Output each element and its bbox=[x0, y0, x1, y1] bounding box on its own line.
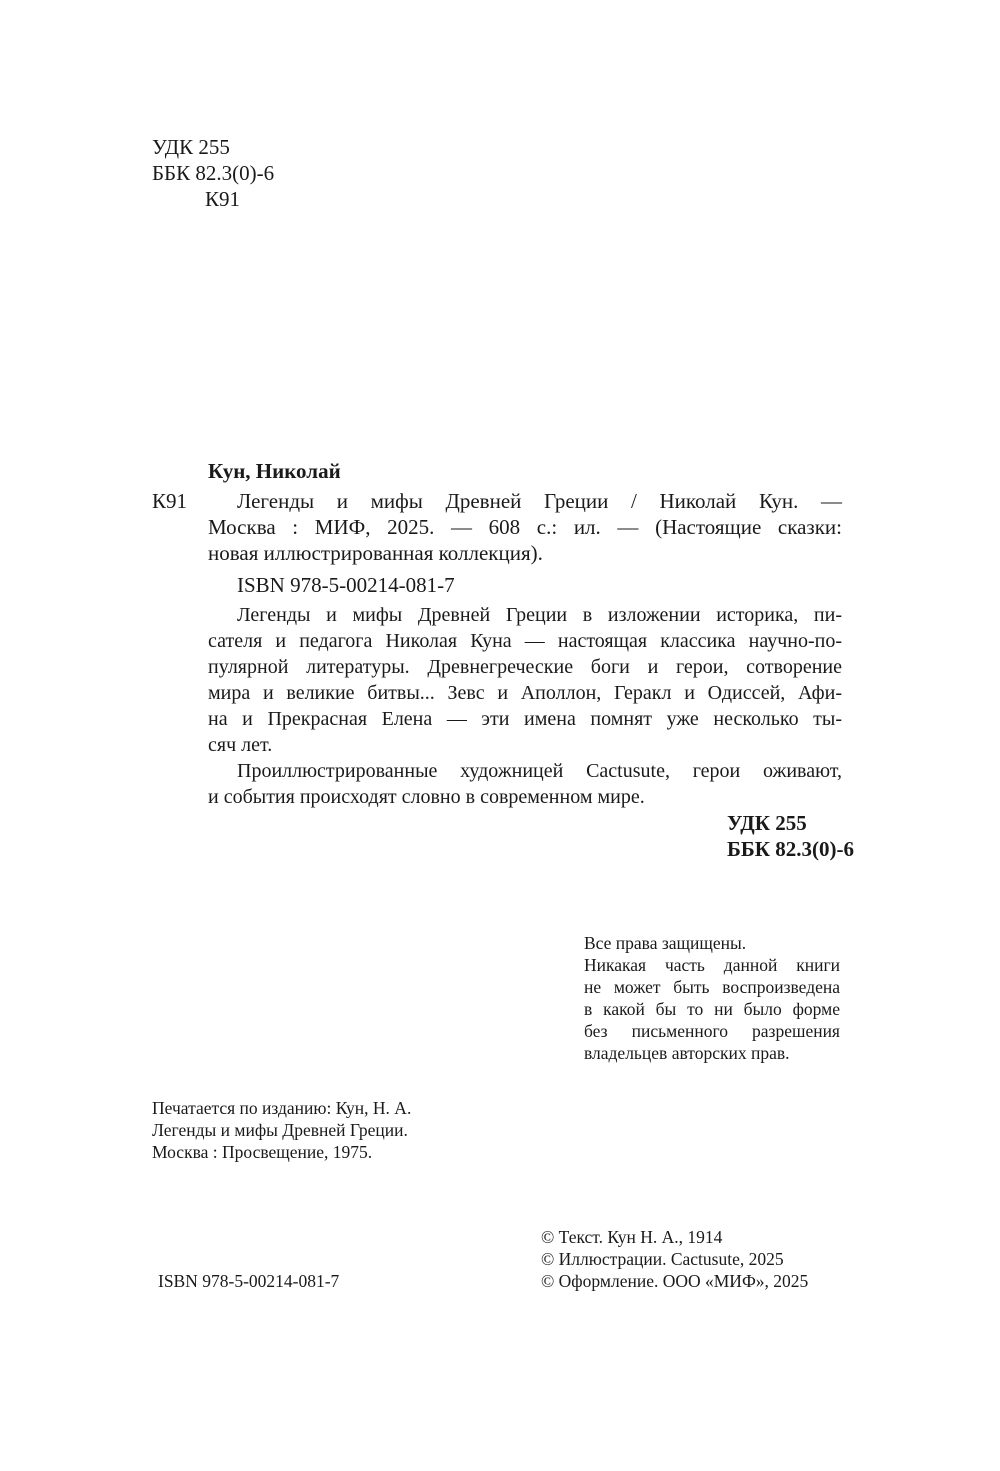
isbn-footer: ISBN 978-5-00214-081-7 bbox=[158, 1271, 340, 1291]
rights-line: не может быть воспроизведена bbox=[584, 977, 840, 997]
rights-line: Никакая часть данной книги bbox=[584, 955, 840, 975]
author-sign: К91 bbox=[152, 489, 188, 513]
bbk-code-top: ББК 82.3(0)-6 bbox=[152, 161, 275, 185]
annotation-line: сяч лет. bbox=[208, 734, 273, 756]
annotation-line: сателя и педагога Николая Куна — настоящая классика научно-по- bbox=[208, 630, 842, 652]
author-sign-top: К91 bbox=[205, 187, 241, 211]
annotation-line: на и Прекрасная Елена — эти имена помнят уже несколько ты- bbox=[208, 708, 842, 730]
copyright-line: © Текст. Кун Н. А., 1914 bbox=[541, 1227, 723, 1247]
original-edition-line: Печатается по изданию: Кун, Н. А. bbox=[152, 1098, 412, 1118]
bibliographic-line: Легенды и мифы Древней Греции / Николай Кун. — bbox=[237, 489, 842, 513]
annotation-line: и события происходят словно в современном мире. bbox=[208, 786, 645, 808]
annotation-line: мира и великие битвы... Зевс и Аполлон, Геракл и Одиссей, Афи- bbox=[208, 682, 842, 704]
original-edition-line: Легенды и мифы Древней Греции. bbox=[152, 1120, 408, 1140]
original-edition-line: Москва : Просвещение, 1975. bbox=[152, 1142, 373, 1162]
rights-line: владельцев авторских прав. bbox=[584, 1043, 790, 1063]
annotation-line: Проиллюстрированные художницей Cactusute, герои оживают, bbox=[237, 760, 842, 782]
rights-line: Все права защищены. bbox=[584, 933, 747, 953]
bibliographic-line: Москва : МИФ, 2025. — 608 с.: ил. — (Настоящие сказки: bbox=[208, 515, 842, 539]
author-heading: Кун, Николай bbox=[208, 459, 341, 483]
annotation-line: пулярной литературы. Древнегреческие боги и герои, сотворение bbox=[208, 656, 842, 678]
annotation-line: Легенды и мифы Древней Греции в изложении историка, пи- bbox=[237, 604, 842, 626]
rights-line: без письменного разрешения bbox=[584, 1021, 840, 1041]
bibliographic-line: новая иллюстрированная коллекция). bbox=[208, 541, 543, 565]
udk-code-top: УДК 255 bbox=[152, 135, 230, 159]
udk-code-bottom: УДК 255 bbox=[727, 811, 807, 835]
copyright-line: © Иллюстрации. Cactusute, 2025 bbox=[541, 1249, 784, 1269]
bbk-code-bottom: ББК 82.3(0)-6 bbox=[727, 837, 854, 861]
isbn-record: ISBN 978-5-00214-081-7 bbox=[237, 573, 455, 597]
copyright-line: © Оформление. ООО «МИФ», 2025 bbox=[541, 1271, 809, 1291]
rights-line: в какой бы то ни было форме bbox=[584, 999, 840, 1019]
